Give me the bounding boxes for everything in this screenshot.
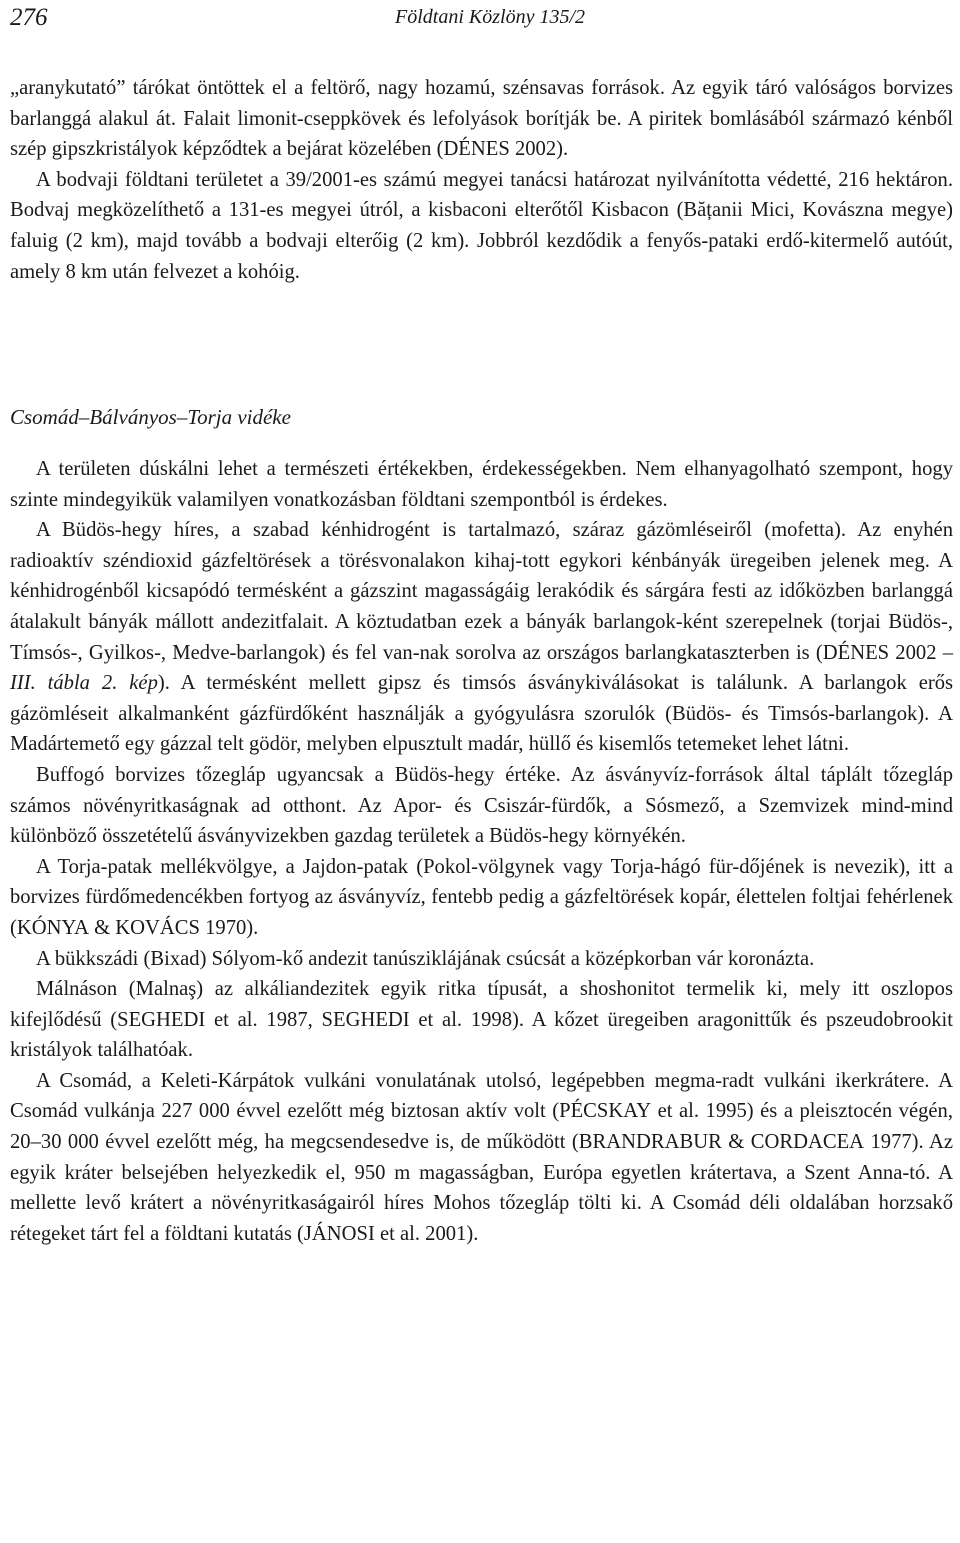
- figure-reference: III. tábla 2. kép: [10, 672, 158, 695]
- journal-title: Földtani Közlöny 135/2: [395, 6, 585, 28]
- paragraph: Buffogó borvizes tőzegláp ugyancsak a Büdös-hegy értéke. Az ásványvíz-források által táplált tőzegláp számos növényritkaságnak ad otthont. Az Apor- és Csiszár-fürdők, a Sósmező, a Szemvizek mind-mind különböző összetételű ásványvizekben gazdag területek a Büdös-hegy környékén.: [10, 763, 953, 848]
- citation-author: SEGHEDI: [321, 1008, 410, 1031]
- page-number: 276: [10, 4, 48, 31]
- paragraph: A Büdös-hegy híres, a szabad kénhidrogént is tartalmazó, száraz gázömléseiről (mofetta). Az enyhén radioaktív széndioxid gázfeltörések a törésvonalakon kihaj-tott egykori kénbányák üregeiben jelenek meg. A kénhidrogénből kicsapódó termésként a gázszint magasságáig lerakódik és sárgára festi az időközben barlanggá átalakult bányák mállott andezitfalait. A köztudatban ezek a bányák barlangok-ként szerepelnek (torjai Büdös-, Tímsós-, Gyilkos-, Medve-barlangok) és fel van-nak sorolva az országos barlangkataszterben is (DÉNES 2002 – III. tábla 2. kép). A termésként mellett gipsz és timsós ásványkiválásokat is találunk. A barlangok erős gázömléseit alkalmanként gázfürdőként használják a gyógyulásra szorulók (Büdös- és Timsós-barlangok). A Madártemető egy gázzal telt gödör, melyben elpusztult madár, hüllő és kisemlős tetemeket lehet látni.: [10, 519, 954, 756]
- paragraph: A területen dúskálni lehet a természeti értékekben, érdekességekben. Nem elhanyagolható szempont, hogy szinte mindegyikük valamilyen vonatkozásban földtani szempontból is érdekes.: [10, 458, 953, 511]
- paragraph: A Csomád, a Keleti-Kárpátok vulkáni vonulatának utolsó, legépebben megma-radt vulkáni ikerkrátere. A Csomád vulkánja 227 000 évvel ezelőtt még biztosan aktív volt (PÉCSKAY et al. 1995) és a pleisztocén végén, 20–30 000 évvel ezelőtt még, ha megcsendesedve is, de működött (BRANDRABUR & CORDACEA 1977). Az egyik kráter belsejében helyezkedik el, 950 m magasságban, Európa egyetlen krátertava, a Szent Anna-tó. A mellette levő krátert a növényritkaságairól híres Mohos tőzegláp tölti ki. A Csomád déli oldalában horzsakő rétegeket tárt fel a földtani kutatás (JÁNOSI et al. 2001).: [10, 1069, 953, 1245]
- citation-author: BRANDRABUR: [578, 1131, 722, 1154]
- paragraph-continued: „aranykutató” tárókat öntöttek el a feltörő, nagy hozamú, szénsavas források. Az egyik táró valóságos borvizes barlanggá alakul át. Falait limonit-cseppkövek és lefolyások borítják be. A piritek bomlásából származó kénből szép gipszkristályok képződtek a bejárat közelében (DÉNES 2002).: [10, 77, 953, 161]
- citation-author: CORDACEA: [750, 1131, 865, 1154]
- paragraph: A bükkszádi (Bixad) Sólyom-kő andezit tanúsziklájának csúcsát a középkorban vár koronázta.: [36, 947, 815, 970]
- citation-author: KÓNYA: [16, 916, 89, 939]
- citation-author: DÉNES: [443, 138, 510, 161]
- citation-author: PÉCSKAY: [559, 1100, 652, 1123]
- section-title: Csomád–Bálványos–Torja vidéke: [10, 405, 291, 429]
- paragraph: Málnáson (Malnaş) az alkáliandezitek egyik ritka típusát, a shoshonitot termelik ki, mely itt oszlopos kifejlődésű (SEGHEDI et al. 1987, SEGHEDI et al. 1998). A kőzet üregeiben aragonittűk és pszeudobrookit kristályok találhatóak.: [10, 978, 953, 1062]
- citation-author: DÉNES: [822, 641, 890, 664]
- citation-author: SEGHEDI: [117, 1008, 206, 1031]
- citation-author: JÁNOSI: [303, 1222, 375, 1245]
- page-header: [10, 4, 950, 34]
- main-text-block: [10, 454, 953, 1249]
- citation-author: KOVÁCS: [115, 916, 200, 939]
- paragraph-bodvaj: A bodvaji földtani területet a 39/2001-es számú megyei tanácsi határozat nyilvánította védetté, 216 hektáron. Bodvaj megközelíthető a 131-es megyei útról, a kisbaconi elterőtől Kisbacon (Bățanii Mici, Kovászna megye) faluig (2 km), majd tovább a bodvaji elterőig (2 km). Jobbról kezdődik a fenyős-pataki erdő-kitermelő autóút, amely 8 km után felvezet a kohóig.: [10, 168, 953, 283]
- paragraph: A Torja-patak mellékvölgye, a Jajdon-patak (Pokol-völgynek vagy Torja-hágó für-dőjének is nevezik), itt a borvizes fürdőmedencékben fortyog az ásványvíz, fentebb pedig a gázfeltörések kopár, élettelen foltjai fehérlenek (KÓNYA & KOVÁCS 1970).: [10, 855, 953, 939]
- top-text-block: [10, 73, 953, 287]
